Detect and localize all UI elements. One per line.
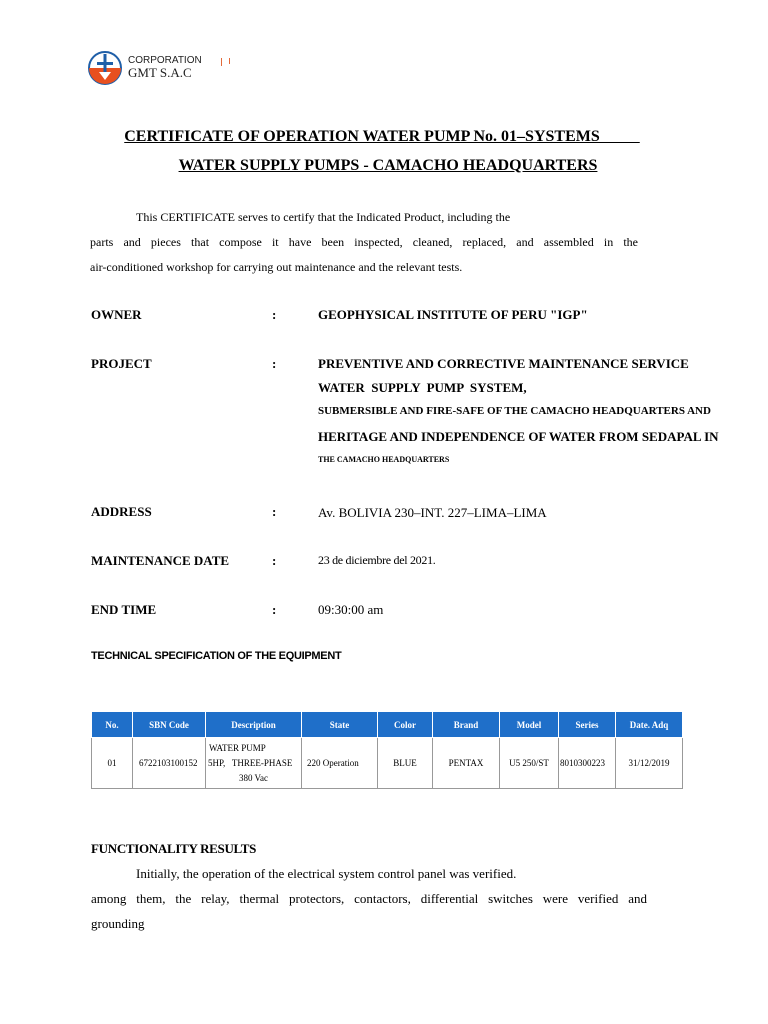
maintenance-date-label: MAINTENANCE DATE — [91, 553, 230, 568]
cell-model: U5 250/ST — [500, 738, 559, 789]
functionality-paragraph — [91, 861, 647, 936]
logo-accent-mark — [221, 58, 222, 66]
column-header: Description — [206, 712, 302, 738]
cell-state — [302, 738, 378, 789]
intro-line-2: parts and pieces that compose it have been inspected, cleaned, replaced, and assembled in the — [90, 235, 638, 249]
cell-brand: PENTAX — [433, 738, 500, 789]
column-header: Model — [500, 712, 559, 738]
column-header: Brand — [433, 712, 500, 738]
column-header: SBN Code — [133, 712, 206, 738]
logo-text — [128, 55, 202, 79]
project-line-1: PREVENTIVE AND CORRECTIVE MAINTENANCE SERVICE — [318, 356, 689, 371]
intro-line-1: This CERTIFICATE serves to certify that the Indicated Product, including the — [136, 210, 511, 224]
functionality-line-3: grounding — [91, 916, 145, 931]
functionality-heading: FUNCTIONALITY RESULTS — [91, 841, 257, 856]
intro-paragraph — [90, 205, 638, 280]
functionality-line-2: among them, the relay, thermal protectors, contactors, differential switches were verified and — [91, 891, 647, 906]
owner-value: GEOPHYSICAL INSTITUTE OF PERU "IGP" — [318, 307, 588, 322]
table-row — [92, 738, 683, 789]
cell-description — [206, 738, 302, 789]
address-colon: : — [272, 504, 277, 519]
table-header-row — [92, 712, 683, 738]
functionality-line-1: Initially, the operation of the electrical system control panel was verified. — [136, 866, 517, 881]
owner-colon: : — [272, 307, 277, 322]
desc-line-1: WATER PUMP — [209, 742, 266, 753]
column-header: Color — [378, 712, 433, 738]
maintenance-date-value: 23 de diciembre del 2021. — [318, 553, 436, 567]
tech-spec-heading: TECHNICAL SPECIFICATION OF THE EQUIPMENT — [91, 650, 342, 662]
end-time-colon: : — [272, 602, 277, 617]
project-line-4: HERITAGE AND INDEPENDENCE OF WATER FROM SEDAPAL IN — [318, 429, 719, 444]
equipment-table — [91, 711, 683, 789]
column-header: Date. Adq — [616, 712, 683, 738]
project-line-3: SUBMERSIBLE AND FIRE-SAFE OF THE CAMACHO HEADQUARTERS AND — [318, 405, 711, 417]
column-header: Series — [559, 712, 616, 738]
end-time-value: 09:30:00 am — [318, 602, 384, 617]
state-value: Operation — [322, 758, 359, 768]
cell-no: 01 — [92, 738, 133, 789]
cell-color: BLUE — [378, 738, 433, 789]
maintenance-date-colon: : — [272, 553, 277, 568]
intro-line-3: air-conditioned workshop for carrying out maintenance and the relevant tests. — [90, 260, 463, 274]
logo-emblem-icon — [88, 50, 124, 86]
company-logo — [88, 50, 248, 86]
column-header: No. — [92, 712, 133, 738]
project-colon: : — [272, 356, 277, 371]
end-time-label: END TIME — [91, 602, 157, 617]
owner-label: OWNER — [91, 307, 142, 322]
logo-line-1: CORPORATION — [128, 55, 202, 66]
project-line-2: WATER SUPPLY PUMP SYSTEM, — [318, 380, 527, 395]
desc-line-2: 5HP, THREE-PHASE — [208, 757, 293, 768]
desc-line-3: 380 Vac — [238, 772, 269, 783]
column-header: State — [302, 712, 378, 738]
address-label: ADDRESS — [91, 504, 152, 519]
logo-accent-mark — [229, 58, 230, 64]
project-line-5: THE CAMACHO HEADQUARTERS — [318, 455, 450, 464]
cell-series: 8010300223 — [559, 738, 616, 789]
address-value: Av. BOLIVIA 230–INT. 227–LIMA–LIMA — [318, 505, 547, 520]
project-label: PROJECT — [91, 356, 152, 371]
certificate-title-line-1: CERTIFICATE OF OPERATION WATER PUMP No. 01–SYSTEMS — [124, 128, 640, 145]
cell-sbn-code: 6722103100152 — [133, 738, 206, 789]
cell-date-adq: 31/12/2019 — [616, 738, 683, 789]
logo-line-2: GMT S.A.C — [128, 65, 192, 80]
certificate-title-line-2: WATER SUPPLY PUMPS - CAMACHO HEADQUARTERS — [178, 157, 598, 174]
desc-overflow-text: 220 — [307, 758, 321, 768]
